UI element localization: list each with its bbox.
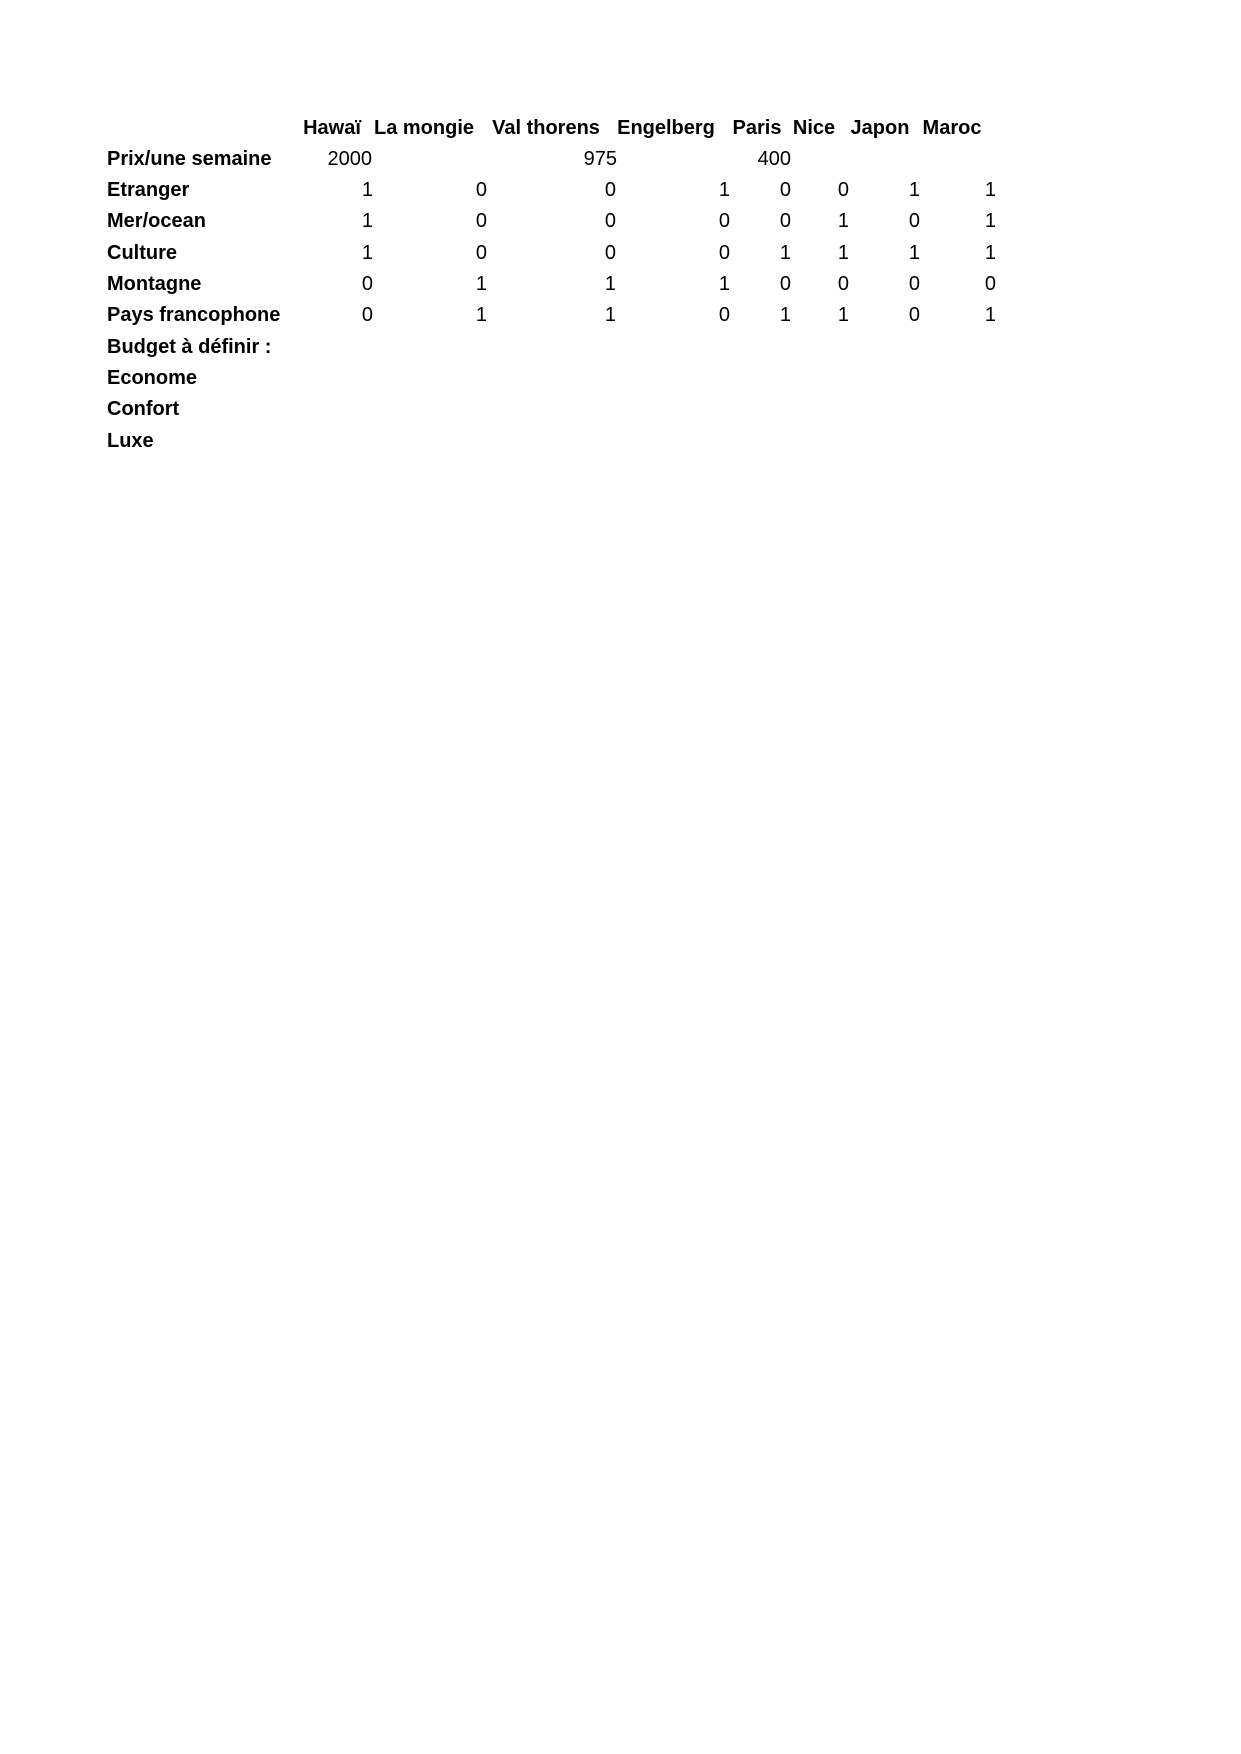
- cell-francophone-japon: 0: [908, 304, 920, 326]
- cell-culture-val-thorens: 0: [604, 242, 616, 264]
- column-header-val-thorens: Val thorens: [492, 117, 600, 139]
- cell-prix-val-thorens: 975: [583, 148, 617, 170]
- budget-title: Budget à définir :: [107, 336, 272, 358]
- cell-mer-paris: 0: [779, 210, 791, 232]
- cell-mer-nice: 1: [837, 210, 849, 232]
- row-label-culture: Culture: [107, 242, 177, 264]
- cell-francophone-la-mongie: 1: [475, 304, 487, 326]
- column-header-engelberg: Engelberg: [617, 117, 715, 139]
- cell-montagne-la-mongie: 1: [475, 273, 487, 295]
- column-header-la-mongie: La mongie: [373, 117, 475, 139]
- column-header-nice: Nice: [792, 117, 836, 139]
- cell-montagne-paris: 0: [779, 273, 791, 295]
- cell-montagne-nice: 0: [837, 273, 849, 295]
- cell-montagne-hawai: 0: [361, 273, 373, 295]
- cell-culture-nice: 1: [837, 242, 849, 264]
- cell-montagne-japon: 0: [908, 273, 920, 295]
- column-header-paris: Paris: [732, 117, 782, 139]
- budget-option-confort: Confort: [107, 398, 180, 420]
- budget-option-luxe: Luxe: [107, 430, 154, 452]
- row-label-mer-ocean: Mer/ocean: [107, 210, 206, 232]
- cell-francophone-hawai: 0: [361, 304, 373, 326]
- cell-culture-la-mongie: 0: [475, 242, 487, 264]
- cell-francophone-maroc: 1: [984, 304, 996, 326]
- cell-francophone-nice: 1: [837, 304, 849, 326]
- cell-etranger-japon: 1: [908, 179, 920, 201]
- cell-etranger-val-thorens: 0: [604, 179, 616, 201]
- cell-montagne-maroc: 0: [984, 273, 996, 295]
- row-label-etranger: Etranger: [107, 179, 190, 201]
- column-header-hawai: Hawaï: [303, 117, 361, 139]
- cell-culture-maroc: 1: [984, 242, 996, 264]
- cell-culture-paris: 1: [779, 242, 791, 264]
- cell-mer-la-mongie: 0: [475, 210, 487, 232]
- cell-etranger-paris: 0: [779, 179, 791, 201]
- row-label-pays-francophone: Pays francophone: [107, 304, 281, 326]
- cell-etranger-nice: 0: [837, 179, 849, 201]
- row-label-prix: Prix/une semaine: [107, 148, 272, 170]
- column-header-maroc: Maroc: [922, 117, 982, 139]
- cell-culture-japon: 1: [908, 242, 920, 264]
- cell-etranger-la-mongie: 0: [475, 179, 487, 201]
- cell-culture-engelberg: 0: [718, 242, 730, 264]
- cell-francophone-paris: 1: [779, 304, 791, 326]
- cell-prix-paris: 400: [757, 148, 791, 170]
- cell-prix-hawai: 2000: [327, 148, 372, 170]
- cell-francophone-val-thorens: 1: [604, 304, 616, 326]
- cell-montagne-val-thorens: 1: [604, 273, 616, 295]
- cell-mer-hawai: 1: [361, 210, 373, 232]
- cell-etranger-engelberg: 1: [718, 179, 730, 201]
- cell-francophone-engelberg: 0: [718, 304, 730, 326]
- cell-montagne-engelberg: 1: [718, 273, 730, 295]
- cell-mer-engelberg: 0: [718, 210, 730, 232]
- cell-culture-hawai: 1: [361, 242, 373, 264]
- budget-option-econome: Econome: [107, 367, 198, 389]
- cell-etranger-hawai: 1: [361, 179, 373, 201]
- cell-mer-maroc: 1: [984, 210, 996, 232]
- row-label-montagne: Montagne: [107, 273, 202, 295]
- column-header-japon: Japon: [850, 117, 910, 139]
- cell-mer-japon: 0: [908, 210, 920, 232]
- cell-mer-val-thorens: 0: [604, 210, 616, 232]
- cell-etranger-maroc: 1: [984, 179, 996, 201]
